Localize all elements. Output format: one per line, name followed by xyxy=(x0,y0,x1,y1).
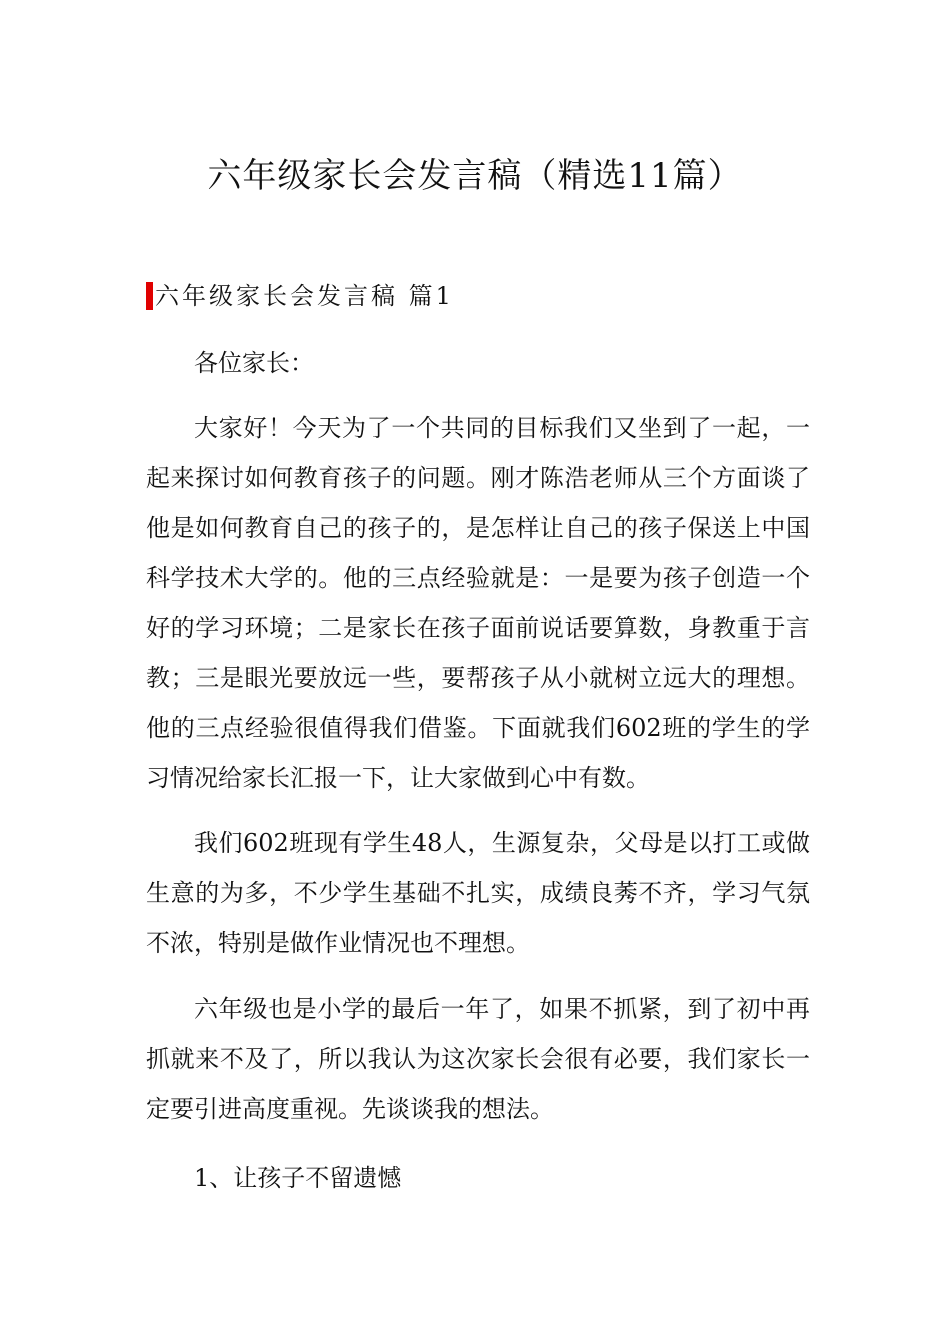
heading-marker xyxy=(146,282,153,310)
paragraph-class-situation: 我们602班现有学生48人，生源复杂，父母是以打工或做生意的为多，不少学生基础不扎实，成绩良莠不齐，学习气氛不浓，特别是做作业情况也不理想。 xyxy=(146,829,810,957)
list-item-1: 1、让孩子不留遗憾 xyxy=(194,1164,402,1192)
document-title: 六年级家长会发言稿（精选11篇） xyxy=(207,156,743,196)
paragraph-sixth-grade: 六年级也是小学的最后一年了，如果不抓紧，到了初中再抓就来不及了，所以我认为这次家长会很有必要，我们家长一定要引进高度重视。先谈谈我的想法。 xyxy=(146,995,810,1123)
section-heading-text: 六年级家长会发言稿 篇1 xyxy=(155,281,454,310)
salutation: 各位家长： xyxy=(194,349,314,377)
section-heading xyxy=(146,276,454,310)
paragraph-greeting: 大家好！今天为了一个共同的目标我们又坐到了一起，一起来探讨如何教育孩子的问题。刚才陈浩老师从三个方面谈了他是如何教育自己的孩子的，是怎样让自己的孩子保送上中国科学技术大学的。他的三点经验就是：一是要为孩子创造一个好的学习环境；二是家长在孩子面前说话要算数，身教重于言教；三是眼光要放远一些，要帮孩子从小就树立远大的理想。他的三点经验很值得我们借鉴。下面就我们602班的学生的学习情况给家长汇报一下，让大家做到心中有数。 xyxy=(146,414,810,792)
